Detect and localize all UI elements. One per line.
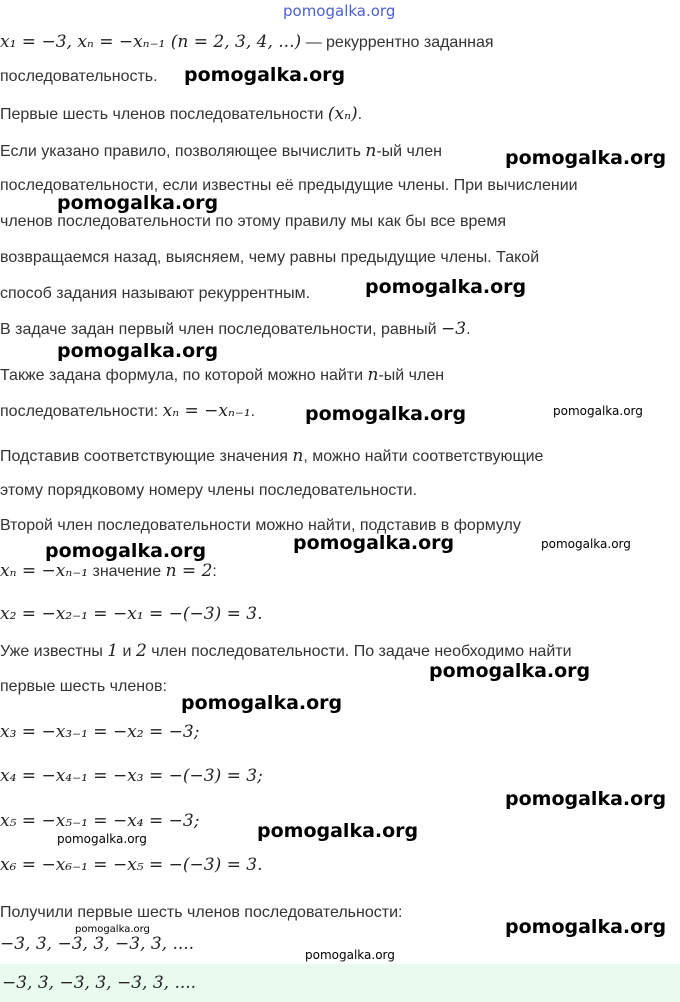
text: — рекуррентно заданная [301, 34, 494, 51]
text: . [250, 403, 256, 420]
answer-value: −3, 3, −3, 3, −3, 3, .... [2, 973, 197, 993]
text-line [0, 68, 158, 86]
watermark: pomogalka.org [505, 916, 667, 938]
text-line [0, 365, 444, 385]
text: способ задания называют рекуррентным. [0, 285, 311, 302]
math: xₙ = −xₙ₋₁ [0, 561, 89, 581]
math: x₆ = −x₆₋₁ = −x₅ = −(−3) = 3. [0, 855, 263, 875]
text: членов последовательности по этому правилу мы как бы все время [0, 213, 506, 230]
text: В задаче задан первый член последовательности, равный [0, 321, 441, 338]
watermark: pomogalka.org [305, 948, 395, 962]
math: 1 [107, 641, 119, 661]
text: Получили первые шесть членов последовательности: [0, 904, 403, 921]
formula-line [0, 401, 255, 421]
text-line [0, 641, 572, 661]
text-line [0, 141, 442, 161]
math: x₄ = −x₄₋₁ = −x₃ = −(−3) = 3; [0, 766, 263, 786]
math: x₁ = −3, xₙ = −xₙ₋₁ (n = 2, 3, 4, ...) [0, 32, 302, 52]
formula-x6 [0, 855, 262, 875]
text: первые шесть членов: [0, 678, 167, 695]
math: x₅ = −x₅₋₁ = −x₄ = −3; [0, 811, 200, 831]
text: последовательность. [0, 68, 158, 85]
watermark: pomogalka.org [365, 276, 527, 298]
text-line [0, 285, 310, 303]
text: этому порядковому номеру члены последовательности. [0, 482, 418, 499]
text: Подставив соответствующие значения [0, 448, 293, 465]
watermark-top: pomogalka.org [283, 2, 396, 20]
text: значение [88, 563, 166, 580]
text: : [212, 563, 217, 580]
watermark: pomogalka.org [57, 340, 219, 362]
formula-x4 [0, 766, 263, 786]
text: Первые шесть членов последовательности [0, 106, 328, 123]
sequence-definition [0, 32, 494, 52]
text: последовательности: [0, 403, 163, 420]
math: n [365, 141, 377, 161]
watermark: pomogalka.org [505, 147, 667, 169]
text-line [0, 904, 402, 922]
watermark: pomogalka.org [541, 537, 631, 551]
answer-box [0, 964, 680, 1002]
watermark: pomogalka.org [293, 532, 455, 554]
text: -ый член [378, 367, 445, 384]
formula-x2 [0, 604, 262, 624]
formula-line [0, 561, 217, 581]
watermark: pomogalka.org [57, 832, 147, 846]
math: (xₙ) [327, 104, 358, 124]
text-line [0, 482, 417, 500]
text: Второй член последовательности можно найти, подставив в формулу [0, 517, 521, 534]
math: n [292, 446, 304, 466]
text: Если указано правило, позволяющее вычислить [0, 143, 366, 160]
watermark: pomogalka.org [184, 64, 346, 86]
text-line [0, 319, 471, 339]
watermark: pomogalka.org [45, 540, 207, 562]
math: n = 2 [165, 561, 213, 581]
watermark: pomogalka.org [553, 404, 643, 418]
text: член последовательности. По задаче необходимо найти [146, 643, 572, 660]
math: −3, 3, −3, 3, −3, 3, .... [0, 934, 195, 954]
task-statement [0, 104, 362, 124]
math: n [367, 365, 379, 385]
text: и [118, 643, 136, 660]
text: возвращаемся назад, выясняем, чему равны предыдущие члены. Такой [0, 249, 540, 266]
watermark: pomogalka.org [429, 660, 591, 682]
text-line [0, 213, 506, 231]
text-line [0, 678, 167, 696]
watermark: pomogalka.org [505, 788, 667, 810]
text: Уже известны [0, 643, 108, 660]
math: x₃ = −x₃₋₁ = −x₂ = −3; [0, 722, 200, 742]
math: −3 [441, 319, 467, 339]
text: , можно найти соответствующие [303, 448, 544, 465]
math: x₂ = −x₂₋₁ = −x₁ = −(−3) = 3. [0, 604, 263, 624]
formula-x3 [0, 722, 199, 742]
sequence-result [0, 934, 194, 954]
formula-x5 [0, 811, 199, 831]
watermark: pomogalka.org [257, 820, 419, 842]
text: Также задана формула, по которой можно найти [0, 367, 368, 384]
watermark: pomogalka.org [75, 924, 150, 935]
text: -ый член [376, 143, 442, 160]
watermark: pomogalka.org [181, 692, 343, 714]
text: последовательности, если известны её предыдущие члены. При вычислении [0, 177, 578, 194]
watermark: pomogalka.org [305, 403, 467, 425]
text: . [466, 321, 471, 338]
text-line [0, 249, 539, 267]
math: xₙ = −xₙ₋₁ [162, 401, 251, 421]
math: 2 [135, 641, 147, 661]
text: . [357, 106, 363, 123]
text-line [0, 446, 543, 466]
watermark: pomogalka.org [57, 192, 219, 214]
